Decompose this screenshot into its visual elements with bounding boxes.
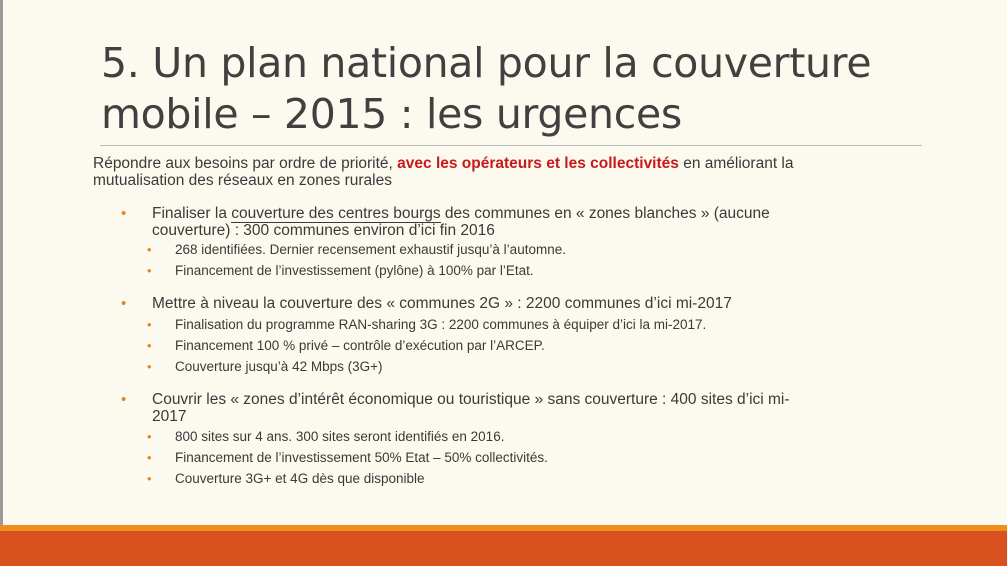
sub-bullet-3-3 bbox=[147, 471, 915, 487]
bullet-dot: • bbox=[121, 295, 127, 312]
title-line-2: mobile – 2015 : les urgences bbox=[101, 90, 682, 138]
bullet-item-1 bbox=[121, 205, 912, 239]
sub-bullet-3-2 bbox=[147, 450, 915, 466]
bullet-item-3-line-2: 2017 bbox=[152, 408, 187, 425]
bullet-dot: • bbox=[121, 391, 127, 408]
sub-bullet-2-3 bbox=[147, 359, 915, 375]
bullet-dot: • bbox=[147, 263, 152, 278]
bullet-dot: • bbox=[147, 242, 152, 257]
bullet-item-3-line-1: Couvrir les « zones d’intérêt économique ou touristique » sans couverture : 400 sites d’ici mi- bbox=[152, 391, 790, 408]
slide-left-edge bbox=[0, 0, 3, 566]
intro-line-1 bbox=[93, 155, 953, 172]
bullet-dot: • bbox=[147, 317, 152, 332]
sub-bullet-text: 800 sites sur 4 ans. 300 sites seront identifiés en 2016. bbox=[175, 429, 505, 444]
sub-bullet-text: Financement de l’investissement (pylône) à 100% par l’Etat. bbox=[175, 263, 534, 278]
bullet-dot: • bbox=[147, 471, 152, 486]
bullet-dot: • bbox=[121, 205, 127, 222]
bullet-text: Finaliser la bbox=[152, 205, 232, 222]
sub-bullet-text: Financement de l’investissement 50% Etat – 50% collectivités. bbox=[175, 450, 548, 465]
sub-bullet-text: Couverture 3G+ et 4G dès que disponible bbox=[175, 471, 425, 486]
intro-text-after: en améliorant la bbox=[678, 155, 794, 172]
bullet-text: des communes en « zones blanches » (aucune bbox=[440, 205, 770, 222]
intro-paragraph bbox=[93, 155, 953, 189]
title-line-1: 5. Un plan national pour la couverture bbox=[101, 39, 872, 87]
bullet-item-1-line-2: couverture) : 300 communes environ d’ici fin 2016 bbox=[152, 222, 495, 239]
sub-bullet-2-2 bbox=[147, 338, 915, 354]
sub-bullet-text: Finalisation du programme RAN-sharing 3G : 2200 communes à équiper d’ici la mi-2017. bbox=[175, 317, 707, 332]
bullet-item-1-line-1 bbox=[152, 205, 912, 222]
sub-bullet-2-1 bbox=[147, 317, 915, 333]
bullet-item-2 bbox=[121, 295, 912, 312]
bullet-item-2-line-1: Mettre à niveau la couverture des « communes 2G » : 2200 communes d’ici mi-2017 bbox=[152, 295, 732, 312]
bullet-dot: • bbox=[147, 359, 152, 374]
footer-band-red bbox=[0, 531, 1007, 566]
sub-bullet-3-1 bbox=[147, 429, 915, 445]
sub-bullet-text: 268 identifiées. Dernier recensement exhaustif jusqu’à l’automne. bbox=[175, 242, 566, 257]
bullet-dot: • bbox=[147, 450, 152, 465]
slide-title bbox=[101, 38, 961, 140]
intro-line-2: mutualisation des réseaux en zones rurales bbox=[93, 172, 392, 189]
intro-text-before: Répondre aux besoins par ordre de priorité, bbox=[93, 155, 398, 172]
bullet-item-3 bbox=[121, 391, 912, 425]
sub-bullet-1-2 bbox=[147, 263, 915, 279]
sub-bullet-text: Financement 100 % privé – contrôle d’exécution par l’ARCEP. bbox=[175, 338, 545, 353]
bullet-dot: • bbox=[147, 429, 152, 444]
underlined-text: couverture des centres bourgs bbox=[231, 205, 441, 222]
sub-bullet-1-1 bbox=[147, 242, 915, 258]
title-divider bbox=[100, 145, 922, 146]
intro-highlight: avec les opérateurs et les collectivités bbox=[397, 155, 679, 172]
sub-bullet-text: Couverture jusqu’à 42 Mbps (3G+) bbox=[175, 359, 383, 374]
bullet-dot: • bbox=[147, 338, 152, 353]
